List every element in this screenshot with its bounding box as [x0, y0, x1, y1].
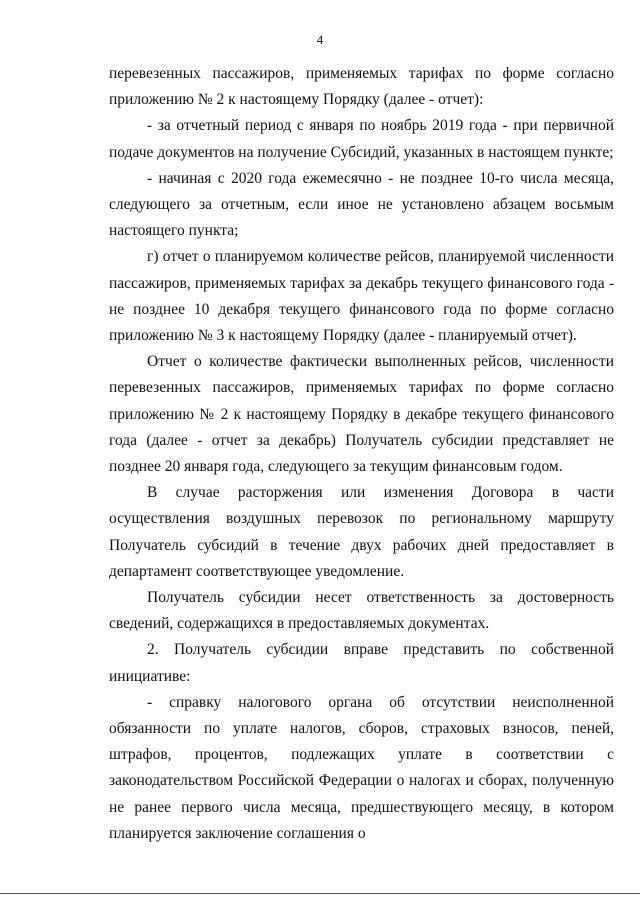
- document-body: [109, 61, 614, 847]
- paragraph-reporting-period: - за отчетный период с января по ноябрь 2019 года - при первичной подаче документов на получение Субсидий, указанных в настоящем пункте;: [109, 117, 614, 161]
- paragraph-tax-certificate: - справку налогового органа об отсутствии неисполненной обязанности по уплате налогов, сборов, страховых взносов, пеней, штрафов, процентов, подлежащих уплате в соответствии с законодательством Российской Федерации о налогах и сборах, полученную не ранее первого числа месяца, предшествующего месяцу, в котором планируется заключение соглашения о: [109, 693, 614, 842]
- paragraph-monthly-report: - начиная с 2020 года ежемесячно - не позднее 10-го числа месяца, следующего за отчетным, если иное не установлено абзацем восьмым настоящего пункта;: [109, 169, 614, 240]
- paragraph-contract-termination: В случае расторжения или изменения Договора в части осуществления воздушных перевозок по региональному маршруту Получатель субсидий в течение двух рабочих дней предоставляет в департамент соответствующее уведомление.: [109, 484, 614, 580]
- paragraph-december-report: Отчет о количестве фактически выполненных рейсов, численности перевезенных пассажиров, применяемых тарифах по форме согласно приложению № 2 к настоящему Порядку в декабре текущего финансового года (далее - отчет за декабрь) Получатель субсидии представляет не позднее 20 января года, следующего за текущим финансовым годом.: [109, 353, 614, 476]
- paragraph-section-2: 2. Получатель субсидии вправе представить по собственной инициативе:: [109, 641, 614, 685]
- page-number: 4: [316, 32, 324, 47]
- page-bottom-border: [0, 893, 640, 894]
- paragraph-responsibility: Получатель субсидии несет ответственность за достоверность сведений, содержащихся в предоставляемых документах.: [109, 589, 614, 633]
- paragraph-planned-report: г) отчет о планируемом количестве рейсов, планируемой численности пассажиров, применяемых тарифах за декабрь текущего финансового года - не позднее 10 декабря текущего финансового года по форме согласно приложению № 3 к настоящему Порядку (далее - планируемый отчет).: [109, 248, 614, 345]
- paragraph-continuation: перевезенных пассажиров, применяемых тарифах по форме согласно приложению № 2 к настоящему Порядку (далее - отчет):: [109, 65, 614, 109]
